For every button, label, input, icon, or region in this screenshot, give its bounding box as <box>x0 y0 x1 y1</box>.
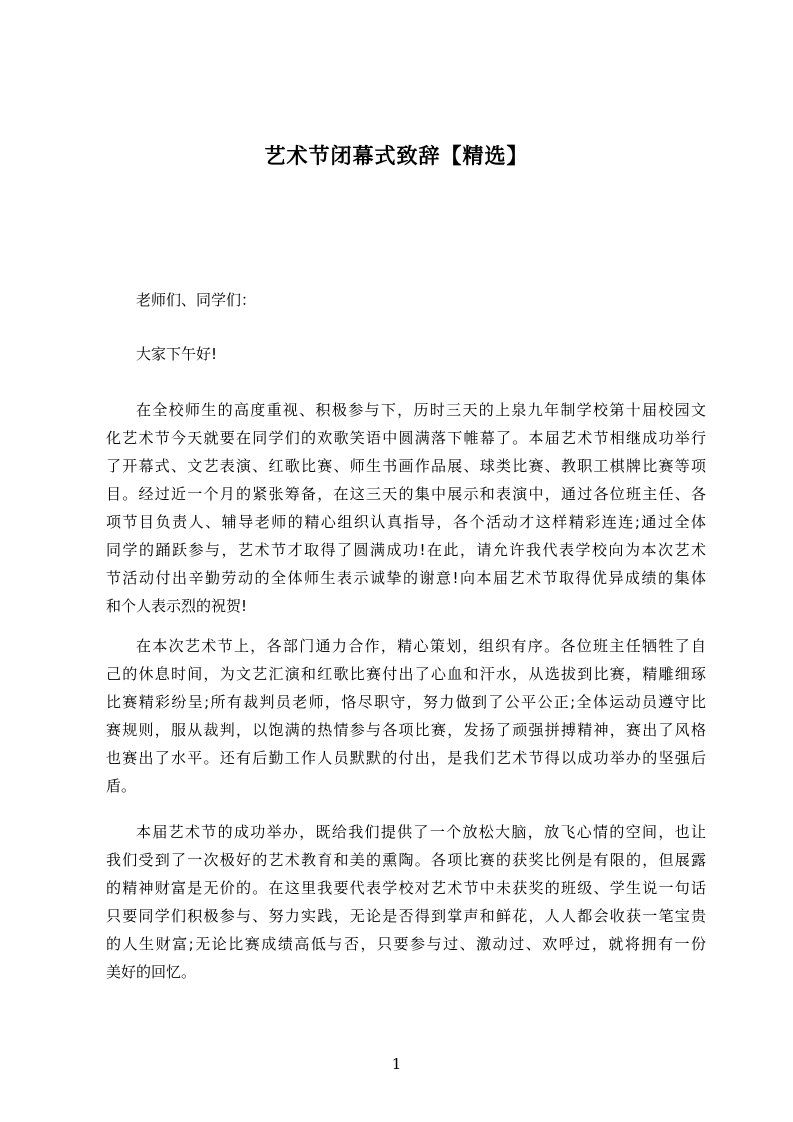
paragraph-2 <box>106 632 706 800</box>
paragraph-line: 也赛出了水平。还有后勤工作人员默默的付出，是我们艺术节得以成功举办的坚强后 <box>106 749 706 767</box>
paragraph-1 <box>106 396 706 620</box>
paragraph-line: 美好的回忆。 <box>106 963 197 981</box>
paragraph-line: 了开幕式、文艺表演、红歌比赛、师生书画作品展、球类比赛、教职工棋牌比赛等项 <box>106 457 706 475</box>
paragraph-line: 节活动付出辛勤劳动的全体师生表示诚挚的谢意!向本届艺术节取得优异成绩的集体 <box>106 569 706 587</box>
paragraph-line: 我们受到了一次极好的艺术教育和美的熏陶。各项比赛的获奖比例是有限的，但展露 <box>106 851 706 869</box>
paragraph-line: 在本次艺术节上，各部门通力合作，精心策划，组织有序。各位班主任牺牲了自 <box>136 637 706 655</box>
paragraph-line: 化艺术节今天就要在同学们的欢歌笑语中圆满落下帷幕了。本届艺术节相继成功举行 <box>106 429 706 447</box>
document-title: 艺术节闭幕式致辞【精选】 <box>264 144 529 168</box>
paragraph-line: 的精神财富是无价的。在这里我要代表学校对艺术节中未获奖的班级、学生说一句话 <box>106 879 706 897</box>
paragraph-line: 在全校师生的高度重视、积极参与下，历时三天的上泉九年制学校第十届校园文 <box>136 401 706 419</box>
paragraph-line: 己的休息时间，为文艺汇演和红歌比赛付出了心血和汗水，从选拔到比赛，精雕细琢 <box>106 665 706 683</box>
paragraph-line: 同学的踊跃参与，艺术节才取得了圆满成功!在此，请允许我代表学校向为本次艺术 <box>106 541 706 559</box>
salutation: 老师们、同学们： <box>136 291 257 309</box>
paragraph-line: 赛规则，服从裁判，以饱满的热情参与各项比赛，发扬了顽强拼搏精神，赛出了风格 <box>106 721 706 739</box>
paragraph-line: 本届艺术节的成功举办，既给我们提供了一个放松大脑，放飞心情的空间，也让 <box>136 823 706 841</box>
paragraph-3 <box>106 818 706 986</box>
paragraph-line: 只要同学们积极参与、努力实践，无论是否得到掌声和鲜花，人人都会收获一笔宝贵 <box>106 907 706 925</box>
paragraph-line: 项节目负责人、辅导老师的精心组织认真指导，各个活动才这样精彩连连;通过全体 <box>106 513 706 531</box>
paragraph-line: 比赛精彩纷呈;所有裁判员老师，恪尽职守，努力做到了公平公正;全体运动员遵守比 <box>106 693 706 711</box>
page-number: 1 <box>391 1055 402 1073</box>
greeting: 大家下午好! <box>136 345 218 363</box>
paragraph-line: 盾。 <box>106 777 137 795</box>
paragraph-line: 和个人表示烈的祝贺! <box>106 597 248 615</box>
paragraph-line: 目。经过近一个月的紧张筹备，在这三天的集中展示和表演中，通过各位班主任、各 <box>106 485 706 503</box>
paragraph-line: 的人生财富;无论比赛成绩高低与否，只要参与过、激动过、欢呼过，就将拥有一份 <box>106 935 706 953</box>
